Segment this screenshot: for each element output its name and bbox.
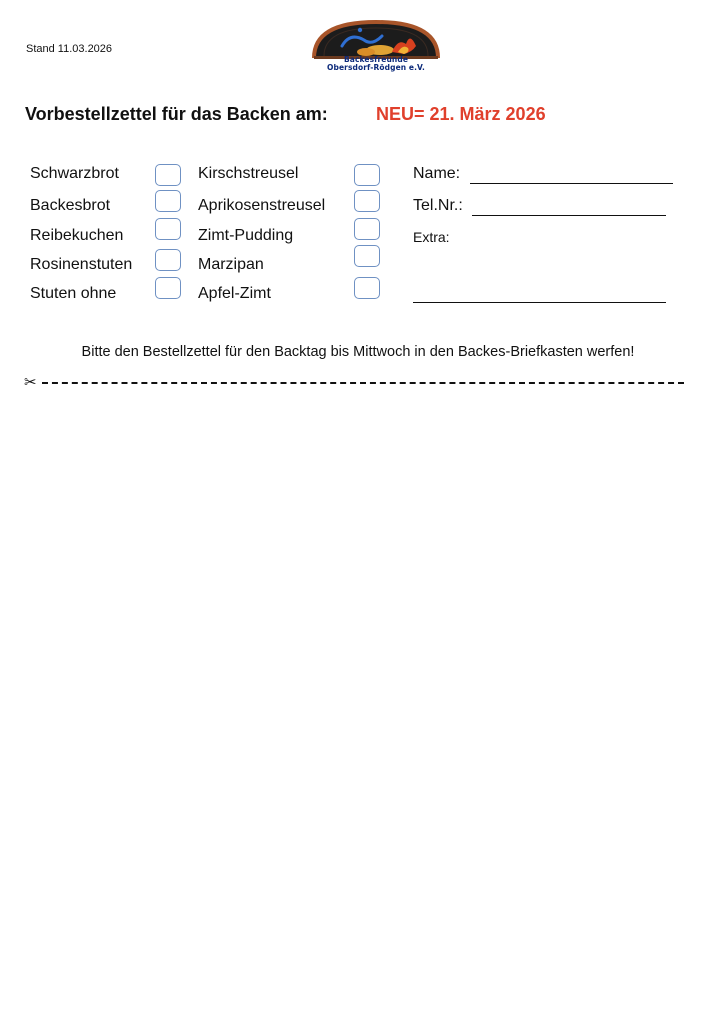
checkbox-reibekuchen[interactable]	[155, 218, 181, 240]
item-backesbrot: Backesbrot	[30, 197, 111, 214]
checkbox-zimt-pudding[interactable]	[354, 218, 380, 240]
baking-date: NEU= 21. März 2026	[376, 104, 546, 124]
logo-text-line2: Obersdorf-Rödgen e.V.	[327, 63, 425, 72]
backesfreunde-logo	[308, 18, 444, 74]
item-apfel-zimt: Apfel-Zimt	[198, 285, 271, 302]
tel-line[interactable]	[472, 215, 666, 216]
checkbox-apfel-zimt[interactable]	[354, 277, 380, 299]
item-aprikosenstreusel: Aprikosenstreusel	[198, 197, 326, 214]
cut-line	[42, 382, 684, 384]
checkbox-aprikosenstreusel[interactable]	[354, 190, 380, 212]
item-schwarzbrot: Schwarzbrot	[30, 165, 119, 182]
checkbox-stuten-ohne[interactable]	[155, 277, 181, 299]
item-marzipan: Marzipan	[198, 256, 264, 273]
name-label: Name:	[413, 165, 461, 182]
item-reibekuchen: Reibekuchen	[30, 227, 124, 244]
page-title: Vorbestellzettel für das Backen am:	[25, 104, 328, 124]
name-line[interactable]	[470, 183, 673, 184]
checkbox-schwarzbrot[interactable]	[155, 164, 181, 186]
logo-text-line1: Backesfreunde	[343, 55, 409, 64]
extra-label: Extra:	[413, 229, 450, 245]
item-zimt-pudding: Zimt-Pudding	[198, 227, 294, 244]
checkbox-backesbrot[interactable]	[155, 190, 181, 212]
checkbox-marzipan[interactable]	[354, 245, 380, 267]
extra-line[interactable]	[413, 302, 666, 303]
instruction-text: Bitte den Bestellzettel für den Backtag bis Mittwoch in den Backes-Briefkasten werfen!	[81, 344, 635, 360]
scissors-icon: ✂	[24, 374, 37, 391]
item-kirschstreusel: Kirschstreusel	[198, 165, 299, 182]
item-stuten-ohne: Stuten ohne	[30, 285, 117, 302]
stand-date: Stand 11.03.2026	[26, 43, 113, 55]
checkbox-rosinenstuten[interactable]	[155, 249, 181, 271]
item-rosinenstuten: Rosinenstuten	[30, 256, 133, 273]
checkbox-kirschstreusel[interactable]	[354, 164, 380, 186]
tel-label: Tel.Nr.:	[413, 197, 463, 214]
